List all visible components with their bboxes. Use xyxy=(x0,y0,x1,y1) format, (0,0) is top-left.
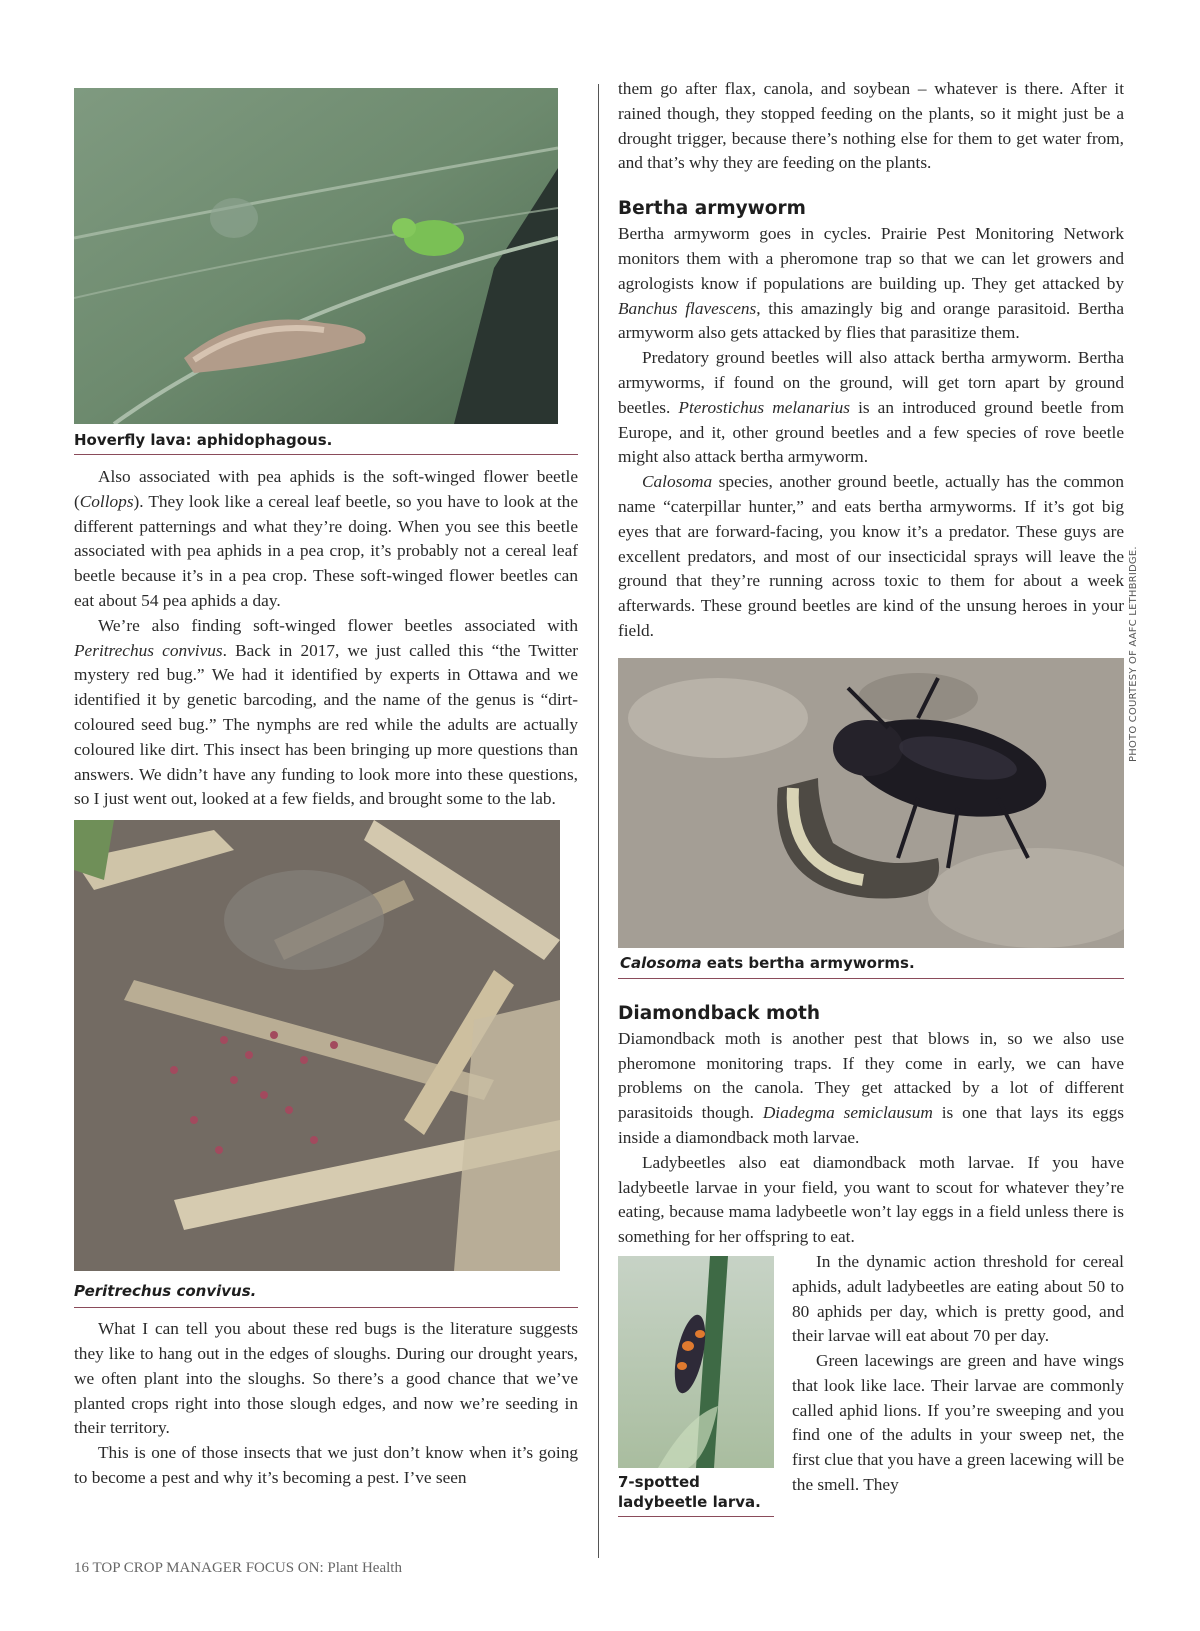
paragraph: Green lacewings are green and have wings that look like lace. Their larvae are commonly called aphid lions. If you’re sweeping and you find one of the adults in your sweep net, the first clue that you have a green lacewing will be the smell. They xyxy=(792,1351,1124,1495)
paragraph: What I can tell you about these red bugs is the literature suggests they like to hang out in the edges of sloughs. During our drought years, we often plant into the sloughs. So there’s a good chance that we’ve planted crops right into those slough edges, and now we’re seeding in their territory. xyxy=(74,1319,578,1438)
photo-caption-calosoma: Calosoma eats bertha armyworms. xyxy=(618,948,1124,979)
paragraph: Bertha armyworm goes in cycles. Prairie Pest Monitoring Network monitors them with a pheromone trap so that we can let growers and agrologists know if populations are building up. They get attacked by Banchus flavescens, this amazingly big and orange parasitoid. Bertha armyworm also gets attacked by flies that parasitize them. xyxy=(618,224,1124,343)
calosoma-photo xyxy=(618,658,1124,948)
column-divider xyxy=(598,84,599,1558)
hoverfly-photo xyxy=(74,88,558,424)
photo-caption-ladybeetle: 7-spotted ladybeetle larva. xyxy=(618,1468,774,1517)
paragraph: Diamondback moth is another pest that blows in, so we also use pheromone monitoring traps. If they come in early, we can have problems on the canola. They get attacked by a lot of different parasitoids though. Diadegma semiclausum is one that lays its eggs inside a diamondback moth larvae. xyxy=(618,1028,1125,1147)
right-column xyxy=(618,77,1125,1511)
paragraph: Calosoma species, another ground beetle, actually has the common name “caterpillar hunter,” and eats bertha armyworms. If it’s got big eyes that are forward-facing, you know it’s a predator. These guys are excellent predators, and most of our insecticidal sprays will leave the ground that they’re running across toxic to them for about a week afterwards. These ground beetles are kind of the unsung heroes in your field. xyxy=(618,472,1124,640)
photo-caption-hoverfly: Hoverfly lava: aphidophagous. xyxy=(74,424,578,455)
wrapped-text xyxy=(792,1250,1124,1498)
ladybeetle-photo xyxy=(618,1256,774,1468)
wrap-block xyxy=(618,1250,1124,1511)
left-column xyxy=(74,84,578,1491)
paragraph: Also associated with pea aphids is the soft-winged flower beetle (Collops). They look like a cereal leaf beetle, so you have to look at the different patternings and what they’re doing. When you see this beetle associated with pea aphids in a pea crop, it’s probably not a cereal leaf beetle because it’s in a pea crop. These soft-winged flower beetles can eat about 54 pea aphids a day. xyxy=(74,467,578,610)
red-bug-photo xyxy=(74,820,560,1271)
section-heading-diamondback: Diamondback moth xyxy=(618,1002,821,1024)
paragraph: Predatory ground beetles will also attack bertha armyworm. Bertha armyworms, if found on the ground, will get torn apart by ground beetles. Pterostichus melanarius is an introduced ground beetle from Europe, and it, other ground beetles and a few species of rove beetle might also attack bertha armyworm. xyxy=(618,348,1125,467)
section-heading-bertha: Bertha armyworm xyxy=(618,198,806,220)
photo-credit: PHOTO COURTESY OF AAFC LETHBRIDGE. xyxy=(1128,546,1139,762)
photo-caption-peritrechus: Peritrechus convivus. xyxy=(74,1271,578,1308)
paragraph: Ladybeetles also eat diamondback moth larvae. If you have ladybeetle larvae in your field, you want to scout for whatever they’re eating, because mama ladybeetle won’t lay eggs in a field unless there is something for her offspring to eat. xyxy=(618,1152,1124,1247)
paragraph: This is one of those insects that we just don’t know when it’s going to become a pest and why it’s becoming a pest. I’ve seen xyxy=(74,1443,578,1487)
ladybeetle-figure xyxy=(618,1256,774,1517)
page-footer: 16 TOP CROP MANAGER FOCUS ON: Plant Health xyxy=(74,1560,402,1576)
paragraph: In the dynamic action threshold for cereal aphids, adult ladybeetles are eating about 50 to 80 aphids per day, which is pretty good, and their larvae will eat about 70 per day. xyxy=(792,1251,1124,1346)
paragraph: them go after flax, canola, and soybean – whatever is there. After it rained though, they stopped feeding on the plants, so it might just be a drought trigger, because there’s nothing else for them to get water from, and that’s why they are feeding on the plants. xyxy=(618,79,1124,173)
paragraph: We’re also finding soft-winged flower beetles associated with Peritrechus convivus. Back in 2017, we just called this “the Twitter mystery red bug.” We had it identified by experts in Ottawa and we identified it by genetic barcoding, and the name of the genus is “dirt-coloured seed bug.” The nymphs are red while the adults are actually coloured like dirt. This insect has been bringing up more questions than answers. We didn’t have any funding to look more into these questions, so I just went out, looked at a few fields, and brought some to the lab. xyxy=(74,615,578,809)
